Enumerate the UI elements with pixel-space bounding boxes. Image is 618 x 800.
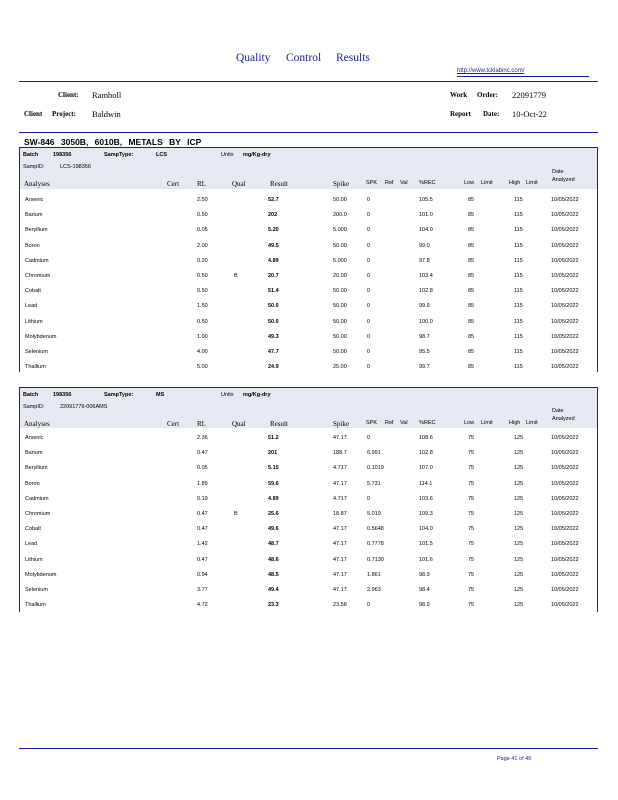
cell-rl: 1.50 <box>197 303 208 309</box>
section-2-col-low-limit: Limit <box>481 420 493 426</box>
cell-low: 85 <box>468 243 475 249</box>
cell-result: 51.4 <box>268 288 279 294</box>
section-2-col-spk: SPK <box>366 420 378 426</box>
cell-qual: B <box>234 273 238 279</box>
section-2-col-spike: Spike <box>333 420 349 428</box>
section-1-units-value: mg/Kg-dry <box>243 152 271 158</box>
project-value: Baldwin <box>92 109 121 119</box>
cell-result: 4.89 <box>268 496 279 502</box>
section-2-col-result: Result <box>270 420 288 428</box>
lab-url-link[interactable]: http://www.tcklabinc.com/ <box>457 68 525 74</box>
cell-spike: 5.000 <box>333 227 347 233</box>
cell-high: 115 <box>514 227 523 233</box>
section-1-col-high-limit: Limit <box>526 180 538 186</box>
cell-spk: 0 <box>367 227 371 233</box>
cell-rl: 4.00 <box>197 349 208 355</box>
project-label-client: Client <box>24 110 43 118</box>
section-2-col-high: High <box>509 420 521 426</box>
cell-high: 115 <box>514 303 523 309</box>
cell-rl: 1.42 <box>197 541 208 547</box>
title-word-quality: Quality <box>236 52 271 64</box>
cell-spike: 47.17 <box>333 572 347 578</box>
cell-result: 47.7 <box>268 349 279 355</box>
cell-analyte: Thallium <box>25 364 46 370</box>
cell-date: 10/05/2022 <box>551 435 579 441</box>
cell-spike: 4.717 <box>333 496 347 502</box>
cell-spk: 0.7778 <box>367 541 384 547</box>
cell-spk: 0 <box>367 602 371 608</box>
cell-rec: 108.6 <box>419 435 433 441</box>
cell-spk: 0 <box>367 273 371 279</box>
cell-low: 85 <box>468 288 475 294</box>
section-2-batch-label: Batch <box>23 392 39 398</box>
cell-spike: 188.7 <box>333 450 347 456</box>
cell-rec: 98.9 <box>419 572 430 578</box>
cell-low: 85 <box>468 349 475 355</box>
cell-spike: 23.58 <box>333 602 347 608</box>
cell-result: 49.3 <box>268 334 279 340</box>
cell-date: 10/05/2022 <box>551 364 579 370</box>
cell-date: 10/05/2022 <box>551 602 579 608</box>
cell-spk: 0 <box>367 364 371 370</box>
client-label: Client: <box>58 91 79 99</box>
cell-analyte: Selenium <box>25 349 48 355</box>
cell-spk: 0 <box>367 197 371 203</box>
cell-date: 10/05/2022 <box>551 496 579 502</box>
section-2-units-label: Units <box>221 392 234 398</box>
cell-spike: 50.00 <box>333 303 347 309</box>
cell-spk: 0 <box>367 435 371 441</box>
page-number: Page 41 of 46 <box>497 756 532 762</box>
cell-analyte: Cobalt <box>25 288 41 294</box>
cell-analyte: Barium <box>25 212 43 218</box>
cell-analyte: Beryllium <box>25 465 48 471</box>
url-underline <box>457 76 589 77</box>
cell-rl: 0.05 <box>197 465 208 471</box>
cell-result: 24.9 <box>268 364 279 370</box>
cell-high: 115 <box>514 349 523 355</box>
section-2-col-rec: %REC <box>419 420 436 426</box>
cell-rl: 2.50 <box>197 197 208 203</box>
cell-rl: 2.36 <box>197 435 208 441</box>
section-1-col-low: Low <box>464 180 475 186</box>
section-2-col-low: Low <box>464 420 475 426</box>
cell-result: 4.89 <box>268 258 279 264</box>
section-1-batch-value: 198356 <box>53 152 72 158</box>
cell-spike: 47.17 <box>333 557 347 563</box>
cell-rec: 107.0 <box>419 465 433 471</box>
cell-spk: 6.991 <box>367 450 381 456</box>
cell-date: 10/05/2022 <box>551 227 579 233</box>
cell-spike: 47.17 <box>333 541 347 547</box>
section-2-col-cert: Cert <box>167 420 180 428</box>
cell-result: 202 <box>268 212 278 218</box>
cell-spike: 47.17 <box>333 526 347 532</box>
cell-rl: 5.00 <box>197 364 208 370</box>
cell-high: 125 <box>514 450 524 456</box>
cell-analyte: Lead <box>25 303 38 309</box>
cell-high: 115 <box>514 319 523 325</box>
cell-result: 50.0 <box>268 319 279 325</box>
cell-low: 75 <box>468 511 475 517</box>
cell-rec: 99.0 <box>419 243 430 249</box>
section-1-sampid-label: SampID: <box>23 164 45 170</box>
cell-spk: 0 <box>367 243 371 249</box>
cell-analyte: Chromium <box>25 511 51 517</box>
cell-rl: 0.47 <box>197 557 208 563</box>
cell-date: 10/05/2022 <box>551 572 579 578</box>
cell-low: 75 <box>468 465 475 471</box>
cell-low: 75 <box>468 541 475 547</box>
section-1-col-analyses: Analyses <box>24 180 50 188</box>
section-1-samptype-label: SampType: <box>104 152 134 158</box>
cell-spk: 0 <box>367 288 371 294</box>
cell-spike: 20.00 <box>333 273 347 279</box>
cell-spk: 0.7130 <box>367 557 384 563</box>
cell-high: 115 <box>514 197 523 203</box>
cell-result: 50.0 <box>268 303 279 309</box>
cell-high: 125 <box>514 481 524 487</box>
cell-spk: 0 <box>367 496 371 502</box>
cell-date: 10/05/2022 <box>551 541 579 547</box>
cell-rec: 98.7 <box>419 334 430 340</box>
section-1-sampid-value: LCS-198356 <box>60 164 91 170</box>
cell-spk: 0 <box>367 212 371 218</box>
cell-spike: 50.00 <box>333 319 347 325</box>
header-top-rule <box>19 81 598 82</box>
section-2-left-border <box>19 387 20 612</box>
cell-rec: 98.9 <box>419 602 430 608</box>
cell-rec: 99.7 <box>419 364 430 370</box>
section-1-col-date: Date <box>552 169 564 175</box>
cell-analyte: Molybdenum <box>25 572 57 578</box>
cell-rl: 4.72 <box>197 602 208 608</box>
cell-date: 10/05/2022 <box>551 481 579 487</box>
cell-date: 10/05/2022 <box>551 243 579 249</box>
cell-low: 85 <box>468 303 475 309</box>
cell-low: 85 <box>468 212 475 218</box>
cell-rec: 103.4 <box>419 273 433 279</box>
cell-rl: 1.89 <box>197 481 208 487</box>
cell-low: 85 <box>468 258 475 264</box>
cell-result: 49.4 <box>268 587 279 593</box>
cell-spk: 0 <box>367 349 371 355</box>
section-1-col-cert: Cert <box>167 180 180 188</box>
cell-low: 75 <box>468 587 475 593</box>
cell-rl: 0.47 <box>197 511 208 517</box>
cell-spike: 50.00 <box>333 349 347 355</box>
cell-result: 5.20 <box>268 227 279 233</box>
section-2-samptype-label: SampType: <box>104 392 134 398</box>
cell-low: 75 <box>468 526 475 532</box>
cell-high: 115 <box>514 334 523 340</box>
cell-result: 25.6 <box>268 511 279 517</box>
cell-result: 52.7 <box>268 197 279 203</box>
cell-date: 10/05/2022 <box>551 557 579 563</box>
cell-result: 51.2 <box>268 435 279 441</box>
cell-rl: 0.05 <box>197 227 208 233</box>
cell-rl: 0.50 <box>197 212 208 218</box>
section-1-col-spk: SPK <box>366 180 378 186</box>
cell-result: 5.15 <box>268 465 279 471</box>
cell-rl: 0.50 <box>197 288 208 294</box>
cell-analyte: Lead <box>25 541 38 547</box>
cell-spk: 0 <box>367 319 371 325</box>
section-1-top-rule <box>19 147 598 148</box>
section-2-sampid-value: 22091779-006AMS <box>60 404 108 410</box>
cell-low: 85 <box>468 273 475 279</box>
cell-spike: 50.00 <box>333 197 347 203</box>
cell-spike: 50.00 <box>333 288 347 294</box>
cell-result: 49.5 <box>268 243 279 249</box>
cell-high: 125 <box>514 557 524 563</box>
cell-low: 75 <box>468 496 475 502</box>
cell-date: 10/05/2022 <box>551 334 579 340</box>
cell-rec: 101.6 <box>419 557 433 563</box>
reportdate-label-date: Date: <box>483 110 500 118</box>
cell-low: 75 <box>468 450 475 456</box>
cell-date: 10/05/2022 <box>551 212 579 218</box>
cell-rl: 0.20 <box>197 258 208 264</box>
cell-rec: 97.8 <box>419 258 430 264</box>
cell-analyte: Boron <box>25 481 40 487</box>
cell-spike: 200.0 <box>333 212 347 218</box>
cell-result: 48.7 <box>268 541 279 547</box>
cell-spike: 5.000 <box>333 258 347 264</box>
cell-rec: 104.0 <box>419 227 433 233</box>
cell-result: 201 <box>268 450 278 456</box>
cell-low: 75 <box>468 435 475 441</box>
title-word-results: Results <box>336 52 370 64</box>
cell-rec: 98.4 <box>419 587 430 593</box>
section-1-col-spike: Spike <box>333 180 349 188</box>
cell-analyte: Chromium <box>25 273 51 279</box>
cell-analyte: Molybdenum <box>25 334 57 340</box>
cell-rl: 3.77 <box>197 587 208 593</box>
cell-spike: 18.87 <box>333 511 347 517</box>
method-top-rule <box>19 132 598 133</box>
section-2-samptype-value: MS <box>156 392 165 398</box>
section-1-col-ref: Ref <box>385 180 394 186</box>
section-1-col-high: High <box>509 180 521 186</box>
cell-date: 10/05/2022 <box>551 450 579 456</box>
cell-analyte: Cadmium <box>25 496 49 502</box>
cell-rl: 0.47 <box>197 526 208 532</box>
cell-result: 20.7 <box>268 273 279 279</box>
cell-low: 75 <box>468 572 475 578</box>
cell-rec: 109.3 <box>419 511 433 517</box>
cell-rec: 99.9 <box>419 303 430 309</box>
cell-rec: 102.8 <box>419 288 433 294</box>
cell-date: 10/05/2022 <box>551 349 579 355</box>
cell-rl: 0.50 <box>197 319 208 325</box>
section-1-samptype-value: LCS <box>156 152 167 158</box>
cell-high: 125 <box>514 572 524 578</box>
cell-analyte: Thallium <box>25 602 46 608</box>
cell-analyte: Selenium <box>25 587 48 593</box>
section-2-top-rule <box>19 387 598 388</box>
cell-high: 115 <box>514 258 523 264</box>
reportdate-label-report: Report <box>450 110 471 118</box>
cell-spike: 47.17 <box>333 587 347 593</box>
cell-result: 49.6 <box>268 526 279 532</box>
cell-date: 10/05/2022 <box>551 197 579 203</box>
cell-high: 125 <box>514 541 524 547</box>
section-2-right-border <box>597 387 598 612</box>
cell-analyte: Lithium <box>25 319 43 325</box>
cell-high: 125 <box>514 511 524 517</box>
cell-low: 75 <box>468 557 475 563</box>
workorder-label-work: Work <box>450 91 468 99</box>
section-2-col-ref: Ref <box>385 420 394 426</box>
cell-rl: 0.19 <box>197 496 208 502</box>
title-word-control: Control <box>286 52 322 64</box>
cell-rec: 104.0 <box>419 526 433 532</box>
cell-high: 115 <box>514 364 523 370</box>
cell-low: 85 <box>468 319 475 325</box>
cell-analyte: Cobalt <box>25 526 41 532</box>
cell-spike: 25.00 <box>333 364 347 370</box>
cell-low: 85 <box>468 227 475 233</box>
cell-high: 115 <box>514 273 523 279</box>
section-1-col-analyzed: Analyzed <box>552 177 575 183</box>
cell-low: 75 <box>468 481 475 487</box>
cell-date: 10/05/2022 <box>551 258 579 264</box>
cell-rl: 1.00 <box>197 334 208 340</box>
cell-result: 48.5 <box>268 572 279 578</box>
cell-rl: 0.47 <box>197 450 208 456</box>
section-1-units-label: Units <box>221 152 234 158</box>
cell-result: 48.6 <box>268 557 279 563</box>
cell-analyte: Boron <box>25 243 40 249</box>
cell-spk: 0.5648 <box>367 526 384 532</box>
cell-rec: 100.0 <box>419 319 433 325</box>
cell-high: 125 <box>514 465 524 471</box>
section-1-col-val: Val <box>400 180 408 186</box>
section-2-batch-value: 198356 <box>53 392 72 398</box>
section-1-batch-label: Batch <box>23 152 39 158</box>
cell-low: 85 <box>468 334 475 340</box>
section-1-col-rec: %REC <box>419 180 436 186</box>
workorder-value: 22091779 <box>512 90 546 100</box>
project-label-project: Project: <box>52 110 76 118</box>
cell-low: 85 <box>468 364 475 370</box>
section-1-col-result: Result <box>270 180 288 188</box>
section-2-col-val: Val <box>400 420 408 426</box>
cell-spk: 5.019 <box>367 511 381 517</box>
cell-high: 115 <box>514 288 523 294</box>
cell-rl: 0.94 <box>197 572 208 578</box>
footer-rule <box>19 748 598 749</box>
section-2-col-analyzed: Analyzed <box>552 416 575 422</box>
section-2-col-qual: Qual <box>232 420 246 428</box>
section-1-col-low-limit: Limit <box>481 180 493 186</box>
cell-spk: 0 <box>367 258 371 264</box>
section-2-col-rl: RL <box>197 420 206 428</box>
cell-high: 115 <box>514 243 523 249</box>
cell-analyte: Arsenic <box>25 435 44 441</box>
section-1-col-rl: RL <box>197 180 206 188</box>
cell-spk: 5.731 <box>367 481 381 487</box>
cell-analyte: Lithium <box>25 557 43 563</box>
cell-date: 10/05/2022 <box>551 288 579 294</box>
cell-spike: 47.17 <box>333 435 347 441</box>
reportdate-value: 10-Oct-22 <box>512 109 547 119</box>
cell-rec: 101.0 <box>419 212 433 218</box>
cell-date: 10/05/2022 <box>551 465 579 471</box>
cell-high: 125 <box>514 435 524 441</box>
workorder-label-order: Order: <box>477 91 498 99</box>
cell-high: 115 <box>514 212 523 218</box>
section-1-col-qual: Qual <box>232 180 246 188</box>
cell-low: 85 <box>468 197 475 203</box>
cell-date: 10/05/2022 <box>551 273 579 279</box>
cell-date: 10/05/2022 <box>551 303 579 309</box>
cell-high: 125 <box>514 602 524 608</box>
cell-spike: 4.717 <box>333 465 347 471</box>
cell-rec: 105.5 <box>419 197 433 203</box>
cell-result: 23.3 <box>268 602 279 608</box>
section-2-col-date: Date <box>552 408 564 414</box>
cell-high: 125 <box>514 526 524 532</box>
cell-spk: 1.861 <box>367 572 381 578</box>
cell-spk: 0.1019 <box>367 465 384 471</box>
cell-result: 59.6 <box>268 481 279 487</box>
cell-analyte: Arsenic <box>25 197 44 203</box>
cell-high: 125 <box>514 496 524 502</box>
cell-spike: 50.00 <box>333 334 347 340</box>
cell-qual: B <box>234 511 238 517</box>
client-value: Ramboll <box>92 90 122 100</box>
method-title: SW-846 3050B, 6010B, METALS BY ICP <box>24 137 202 147</box>
cell-rec: 95.5 <box>419 349 430 355</box>
cell-rec: 114.1 <box>419 481 433 487</box>
cell-rec: 102.8 <box>419 450 433 456</box>
cell-spk: 0 <box>367 303 371 309</box>
cell-analyte: Barium <box>25 450 43 456</box>
section-1-right-border <box>597 147 598 372</box>
section-1-left-border <box>19 147 20 372</box>
cell-date: 10/05/2022 <box>551 511 579 517</box>
cell-date: 10/05/2022 <box>551 319 579 325</box>
cell-low: 75 <box>468 602 475 608</box>
section-2-col-high-limit: Limit <box>526 420 538 426</box>
cell-analyte: Beryllium <box>25 227 48 233</box>
cell-rl: 0.50 <box>197 273 208 279</box>
cell-spk: 2.963 <box>367 587 381 593</box>
section-2-sampid-label: SampID: <box>23 404 45 410</box>
cell-rl: 2.00 <box>197 243 208 249</box>
cell-date: 10/05/2022 <box>551 587 579 593</box>
cell-rec: 103.6 <box>419 496 433 502</box>
cell-spike: 50.00 <box>333 243 347 249</box>
cell-spike: 47.17 <box>333 481 347 487</box>
cell-high: 125 <box>514 587 524 593</box>
section-2-col-analyses: Analyses <box>24 420 50 428</box>
section-2-units-value: mg/Kg-dry <box>243 392 271 398</box>
cell-analyte: Cadmium <box>25 258 49 264</box>
cell-date: 10/05/2022 <box>551 526 579 532</box>
cell-rec: 101.5 <box>419 541 433 547</box>
cell-spk: 0 <box>367 334 371 340</box>
